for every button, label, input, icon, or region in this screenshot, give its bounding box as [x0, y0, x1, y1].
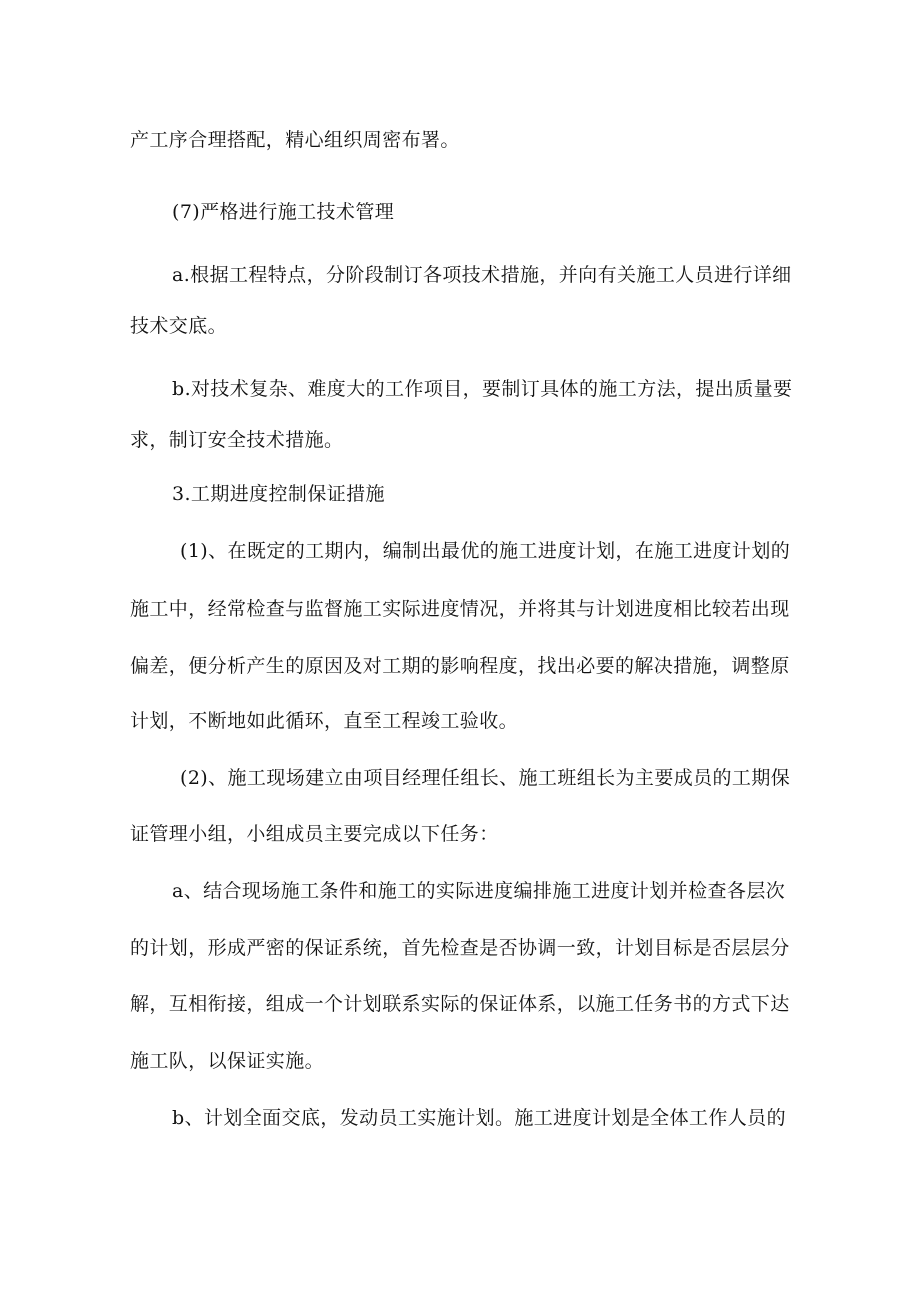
paragraph-line: (2)、施工现场建立由项目经理任组长、施工班组长为主要成员的工期保 [180, 767, 791, 789]
section-heading: (7)严格进行施工技术管理 [172, 201, 395, 223]
paragraph-line: 偏差，便分析产生的原因及对工期的影响程度，找出必要的解决措施，调整原 [130, 655, 790, 677]
paragraph-line: 计划，不断地如此循环，直至工程竣工验收。 [130, 710, 519, 732]
paragraph-line: 技术交底。 [130, 315, 228, 337]
paragraph-line: b、计划全面交底，发动员工实施计划。施工进度计划是全体工作人员的 [172, 1107, 786, 1129]
paragraph-line: 施工中，经常检查与监督施工实际进度情况，并将其与计划进度相比较若出现 [130, 598, 790, 620]
paragraph-line: b.对技术复杂、难度大的工作项目，要制订具体的施工方法，提出质量要 [172, 378, 793, 400]
paragraph-line: a、结合现场施工条件和施工的实际进度编排施工进度计划并检查各层次 [172, 880, 786, 902]
paragraph-line: 施工队，以保证实施。 [130, 1050, 325, 1072]
paragraph-line: 的计划，形成严密的保证系统，首先检查是否协调一致，计划目标是否层层分 [130, 937, 790, 959]
paragraph-line: (1)、在既定的工期内，编制出最优的施工进度计划，在施工进度计划的 [180, 540, 791, 562]
section-heading: 3.工期进度控制保证措施 [172, 483, 385, 505]
paragraph-line: 求，制订安全技术措施。 [130, 429, 344, 451]
paragraph-line: 产工序合理搭配，精心组织周密布署。 [130, 129, 460, 151]
paragraph-line: 证管理小组，小组成员主要完成以下任务： [130, 823, 499, 845]
paragraph-line: a.根据工程特点，分阶段制订各项技术措施，并向有关施工人员进行详细 [172, 264, 792, 286]
paragraph-line: 解，互相衔接，组成一个计划联系实际的保证体系，以施工任务书的方式下达 [130, 993, 790, 1015]
